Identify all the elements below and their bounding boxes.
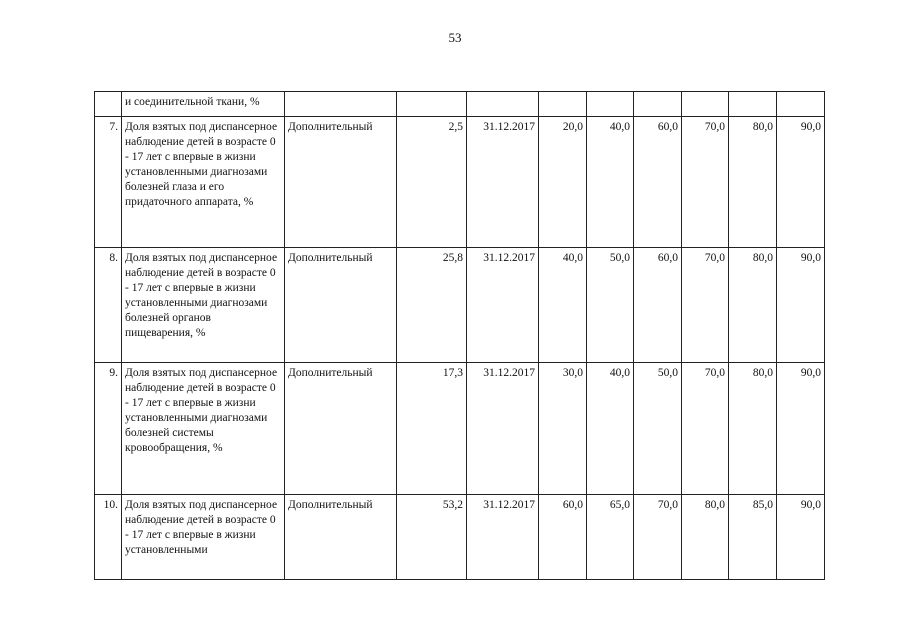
base-value-cell: 2,5 — [397, 117, 467, 248]
base-date-cell: 31.12.2017 — [467, 117, 539, 248]
value-cell: 80,0 — [729, 117, 777, 248]
row-number-cell — [95, 92, 122, 117]
indicators-table — [94, 91, 825, 580]
value-cell: 30,0 — [539, 363, 587, 495]
table-row-continuation — [95, 92, 825, 117]
base-value-cell: 53,2 — [397, 495, 467, 580]
indicator-type-cell: Дополнительный — [285, 495, 397, 580]
value-cell: 70,0 — [682, 117, 729, 248]
table-row — [95, 495, 825, 580]
table-row — [95, 117, 825, 248]
value-cell: 65,0 — [587, 495, 634, 580]
value-cell — [539, 92, 587, 117]
indicator-type-cell: Дополнительный — [285, 248, 397, 363]
value-cell: 40,0 — [587, 363, 634, 495]
value-cell — [634, 92, 682, 117]
row-number-cell: 7. — [95, 117, 122, 248]
indicator-type-cell: Дополнительный — [285, 117, 397, 248]
value-cell: 90,0 — [777, 363, 825, 495]
indicator-name-cell: Доля взятых под диспансерное наблюдение детей в возрасте 0 - 17 лет с впервые в жизни установленными диагнозами болезней системы кровообращения, % — [122, 363, 285, 495]
indicator-name-cell: Доля взятых под диспансерное наблюдение детей в возрасте 0 - 17 лет с впервые в жизни установленными — [122, 495, 285, 580]
value-cell: 40,0 — [539, 248, 587, 363]
base-date-cell: 31.12.2017 — [467, 248, 539, 363]
page-number: 53 — [448, 30, 462, 45]
value-cell: 85,0 — [729, 495, 777, 580]
value-cell: 90,0 — [777, 117, 825, 248]
base-date-cell: 31.12.2017 — [467, 495, 539, 580]
value-cell: 70,0 — [682, 363, 729, 495]
row-number-cell: 9. — [95, 363, 122, 495]
value-cell: 50,0 — [587, 248, 634, 363]
value-cell: 50,0 — [634, 363, 682, 495]
table-row — [95, 248, 825, 363]
value-cell: 60,0 — [634, 248, 682, 363]
indicator-name-cell: и соединительной ткани, % — [122, 92, 285, 117]
value-cell: 80,0 — [729, 363, 777, 495]
row-number-cell: 8. — [95, 248, 122, 363]
value-cell: 90,0 — [777, 495, 825, 580]
value-cell: 60,0 — [634, 117, 682, 248]
indicator-type-cell: Дополнительный — [285, 363, 397, 495]
value-cell: 80,0 — [682, 495, 729, 580]
value-cell: 60,0 — [539, 495, 587, 580]
base-value-cell — [397, 92, 467, 117]
value-cell: 70,0 — [634, 495, 682, 580]
base-date-cell — [467, 92, 539, 117]
value-cell — [729, 92, 777, 117]
row-number-cell: 10. — [95, 495, 122, 580]
base-value-cell: 25,8 — [397, 248, 467, 363]
value-cell — [682, 92, 729, 117]
indicator-name-cell: Доля взятых под диспансерное наблюдение детей в возрасте 0 - 17 лет с впервые в жизни установленными диагнозами болезней органов пищеварения, % — [122, 248, 285, 363]
value-cell — [587, 92, 634, 117]
value-cell: 80,0 — [729, 248, 777, 363]
base-date-cell: 31.12.2017 — [467, 363, 539, 495]
value-cell: 90,0 — [777, 248, 825, 363]
indicator-name-cell: Доля взятых под диспансерное наблюдение детей в возрасте 0 - 17 лет с впервые в жизни установленными диагнозами болезней глаза и его придаточного аппарата, % — [122, 117, 285, 248]
base-value-cell: 17,3 — [397, 363, 467, 495]
value-cell: 70,0 — [682, 248, 729, 363]
indicator-type-cell — [285, 92, 397, 117]
table-row — [95, 363, 825, 495]
value-cell: 40,0 — [587, 117, 634, 248]
value-cell: 20,0 — [539, 117, 587, 248]
value-cell — [777, 92, 825, 117]
